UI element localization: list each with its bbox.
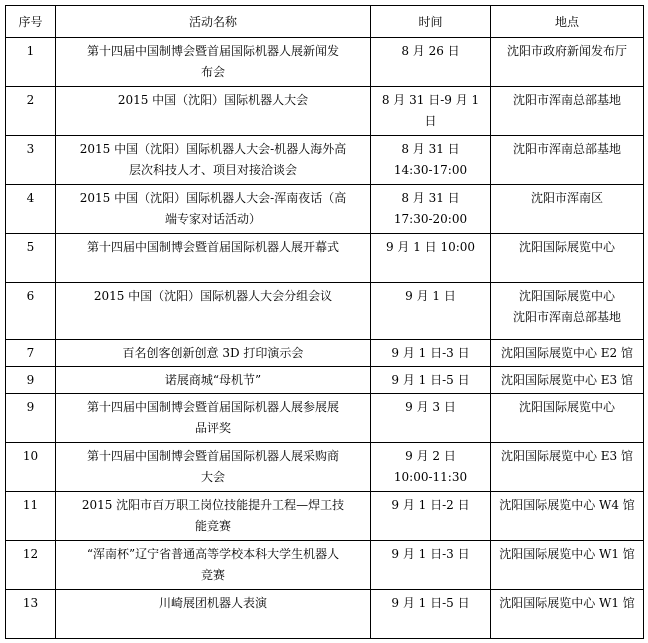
table-row bbox=[6, 136, 644, 185]
row-name-cell bbox=[56, 234, 371, 283]
row-time-line: 9 月 2 日 bbox=[405, 449, 456, 463]
row-place-line: 沈阳国际展览中心 W1 馆 bbox=[499, 547, 635, 561]
header-place: 地点 bbox=[491, 6, 644, 38]
row-place-line: 沈阳国际展览中心 bbox=[518, 240, 615, 254]
row-name-cell bbox=[56, 87, 371, 136]
row-time-line: 8 月 31 日-9 月 1 bbox=[381, 93, 480, 107]
row-time-line: 9 月 1 日-5 日 bbox=[391, 596, 470, 610]
row-name-line: 第十四届中国制博会暨首届国际机器人展开幕式 bbox=[86, 240, 339, 254]
table-row bbox=[6, 492, 644, 541]
row-name-line: 川崎展团机器人表演 bbox=[158, 596, 267, 610]
row-name-cell bbox=[56, 394, 371, 443]
row-place-cell bbox=[491, 590, 644, 639]
row-time-line: 9 月 1 日-3 日 bbox=[391, 346, 470, 360]
row-no-cell: 7 bbox=[6, 340, 56, 367]
row-time-line: 9 月 1 日 bbox=[405, 289, 456, 303]
row-place-cell bbox=[491, 185, 644, 234]
row-time-line: 9 月 1 日-3 日 bbox=[391, 547, 470, 561]
row-time-cell bbox=[371, 541, 491, 590]
row-name-line: 端专家对话活动） bbox=[164, 212, 261, 226]
row-name-cell bbox=[56, 283, 371, 340]
row-name-cell bbox=[56, 367, 371, 394]
row-name-line: 第十四届中国制博会暨首届国际机器人展新闻发 bbox=[86, 44, 339, 58]
row-name-cell bbox=[56, 590, 371, 639]
row-place-cell bbox=[491, 87, 644, 136]
row-time-line: 10:00-11:30 bbox=[393, 470, 468, 484]
row-place-line: 沈阳市浑南总部基地 bbox=[512, 310, 621, 324]
row-place-line: 沈阳国际展览中心 bbox=[518, 289, 615, 303]
table-row bbox=[6, 340, 644, 367]
table-row bbox=[6, 234, 644, 283]
row-name-line: 2015 中国（沈阳）国际机器人大会-机器人海外高 bbox=[79, 142, 347, 156]
row-time-line: 17:30-20:00 bbox=[393, 212, 468, 226]
row-name-cell bbox=[56, 38, 371, 87]
row-time-cell bbox=[371, 492, 491, 541]
row-name-line: 品评奖 bbox=[194, 421, 231, 435]
header-row bbox=[6, 6, 644, 38]
row-name-cell bbox=[56, 492, 371, 541]
row-name-line: 竞赛 bbox=[200, 568, 225, 582]
row-no-cell: 4 bbox=[6, 185, 56, 234]
row-time-cell bbox=[371, 394, 491, 443]
row-time-cell bbox=[371, 590, 491, 639]
row-name-line: “浑南杯”辽宁省普通高等学校本科大学生机器人 bbox=[86, 547, 340, 561]
row-time-line: 9 月 1 日-5 日 bbox=[391, 373, 470, 387]
row-time-cell bbox=[371, 367, 491, 394]
row-time-cell bbox=[371, 283, 491, 340]
row-time-line: 8 月 31 日 bbox=[401, 142, 460, 156]
row-name-line: 第十四届中国制博会暨首届国际机器人展参展展 bbox=[86, 400, 339, 414]
row-no-cell: 2 bbox=[6, 87, 56, 136]
table-row bbox=[6, 38, 644, 87]
row-place-cell bbox=[491, 283, 644, 340]
row-time-cell bbox=[371, 340, 491, 367]
row-name-line: 百名创客创新创意 3D 打印演示会 bbox=[122, 346, 304, 360]
row-no-cell: 12 bbox=[6, 541, 56, 590]
row-no-cell: 11 bbox=[6, 492, 56, 541]
row-time-cell bbox=[371, 87, 491, 136]
table-row bbox=[6, 394, 644, 443]
row-time-cell bbox=[371, 443, 491, 492]
row-no-cell: 10 bbox=[6, 443, 56, 492]
row-place-line: 沈阳国际展览中心 E2 馆 bbox=[500, 346, 634, 360]
row-name-line: 大会 bbox=[200, 470, 225, 484]
table-row bbox=[6, 367, 644, 394]
row-place-cell bbox=[491, 234, 644, 283]
row-no-cell: 9 bbox=[6, 367, 56, 394]
row-no-cell: 5 bbox=[6, 234, 56, 283]
activity-schedule-table bbox=[5, 5, 644, 639]
row-time-cell bbox=[371, 38, 491, 87]
row-place-cell bbox=[491, 340, 644, 367]
row-place-line: 沈阳市浑南总部基地 bbox=[512, 93, 621, 107]
row-no-cell: 9 bbox=[6, 394, 56, 443]
row-time-cell bbox=[371, 136, 491, 185]
table-row bbox=[6, 283, 644, 340]
row-name-line: 2015 沈阳市百万职工岗位技能提升工程—焊工技 bbox=[81, 498, 345, 512]
row-name-cell bbox=[56, 541, 371, 590]
row-time-line: 9 月 3 日 bbox=[405, 400, 456, 414]
row-place-line: 沈阳国际展览中心 W4 馆 bbox=[499, 498, 635, 512]
row-place-line: 沈阳市浑南总部基地 bbox=[512, 142, 621, 156]
row-no-cell: 3 bbox=[6, 136, 56, 185]
row-place-cell bbox=[491, 394, 644, 443]
table-body bbox=[6, 38, 644, 639]
row-no-cell: 6 bbox=[6, 283, 56, 340]
row-time-cell bbox=[371, 234, 491, 283]
row-name-line: 2015 中国（沈阳）国际机器人大会分组会议 bbox=[93, 289, 333, 303]
row-name-line: 2015 中国（沈阳）国际机器人大会-浑南夜话（高 bbox=[79, 191, 347, 205]
row-place-cell bbox=[491, 443, 644, 492]
header-name: 活动名称 bbox=[56, 6, 371, 38]
row-time-line: 日 bbox=[424, 114, 437, 128]
table-row bbox=[6, 443, 644, 492]
row-place-line: 沈阳国际展览中心 E3 馆 bbox=[500, 449, 634, 463]
row-name-cell bbox=[56, 185, 371, 234]
row-name-line: 诺展商城“母机节” bbox=[164, 373, 262, 387]
row-place-line: 沈阳市浑南区 bbox=[530, 191, 603, 205]
table-row bbox=[6, 185, 644, 234]
row-place-line: 沈阳国际展览中心 W1 馆 bbox=[499, 596, 635, 610]
row-name-cell bbox=[56, 340, 371, 367]
header-time: 时间 bbox=[371, 6, 491, 38]
table-row bbox=[6, 87, 644, 136]
table-row bbox=[6, 541, 644, 590]
row-name-line: 布会 bbox=[200, 65, 225, 79]
row-time-line: 8 月 31 日 bbox=[401, 191, 460, 205]
row-place-cell bbox=[491, 136, 644, 185]
row-no-cell: 13 bbox=[6, 590, 56, 639]
row-name-line: 2015 中国（沈阳）国际机器人大会 bbox=[117, 93, 309, 107]
row-place-line: 沈阳市政府新闻发布厅 bbox=[506, 44, 627, 58]
row-time-line: 8 月 26 日 bbox=[401, 44, 460, 58]
row-name-cell bbox=[56, 443, 371, 492]
row-no-cell: 1 bbox=[6, 38, 56, 87]
row-name-line: 第十四届中国制博会暨首届国际机器人展采购商 bbox=[86, 449, 339, 463]
row-time-line: 9 月 1 日-2 日 bbox=[391, 498, 470, 512]
row-place-line: 沈阳国际展览中心 E3 馆 bbox=[500, 373, 634, 387]
row-place-cell bbox=[491, 38, 644, 87]
row-time-line: 14:30-17:00 bbox=[393, 163, 468, 177]
row-place-cell bbox=[491, 541, 644, 590]
table-row bbox=[6, 590, 644, 639]
row-time-line: 9 月 1 日 10:00 bbox=[385, 240, 476, 254]
row-name-line: 能竞赛 bbox=[194, 519, 231, 533]
row-name-cell bbox=[56, 136, 371, 185]
row-name-line: 层次科技人才、项目对接洽谈会 bbox=[128, 163, 297, 177]
row-place-line: 沈阳国际展览中心 bbox=[518, 400, 615, 414]
header-no: 序号 bbox=[6, 6, 56, 38]
row-place-cell bbox=[491, 492, 644, 541]
row-time-cell bbox=[371, 185, 491, 234]
row-place-cell bbox=[491, 367, 644, 394]
